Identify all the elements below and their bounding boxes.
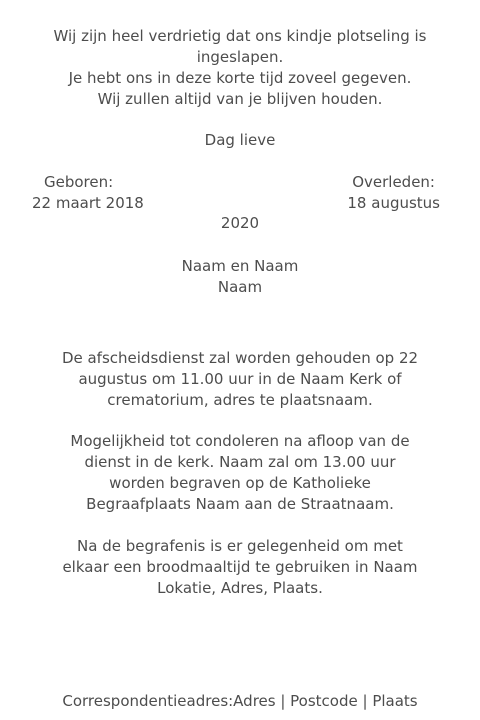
service-text xyxy=(0,348,480,411)
condolence-text xyxy=(0,431,480,515)
service-line: crematorium, adres te plaatsnaam. xyxy=(107,391,373,409)
parents-line: Naam xyxy=(217,278,263,296)
condolence-line: dienst in de kerk. Naam zal om 13.00 uur xyxy=(84,453,396,471)
condolence-line: Mogelijkheid tot condoleren na afloop van de xyxy=(70,432,410,450)
born-label: Geboren: xyxy=(44,173,114,191)
condolence-line: Begraafplaats Naam aan de Straatnaam. xyxy=(86,495,394,513)
reception-line: elkaar een broodmaaltijd te gebruiken in Naam xyxy=(62,558,418,576)
intro-line: Je hebt ons in deze korte tijd zoveel gegeven. xyxy=(68,69,412,87)
intro-text xyxy=(0,26,480,110)
intro-line: Wij zijn heel verdrietig dat ons kindje plotseling is xyxy=(53,27,427,45)
intro-line: Wij zullen altijd van je blijven houden. xyxy=(97,90,383,108)
reception-text xyxy=(0,536,480,599)
died-label: Overleden: xyxy=(352,173,435,191)
died-year xyxy=(0,213,480,234)
reception-line: Na de begrafenis is er gelegenheid om met xyxy=(77,537,403,555)
service-line: augustus om 11.00 uur in de Naam Kerk of xyxy=(78,370,402,388)
died-date: 18 augustus xyxy=(347,194,440,212)
correspondence-line: Correspondentieadres:Adres | Postcode | Plaats xyxy=(62,692,418,710)
born-date: 22 maart 2018 xyxy=(32,194,144,212)
died-year-line: 2020 xyxy=(220,214,260,232)
condolence-line: worden begraven op de Katholieke xyxy=(109,474,371,492)
farewell-text xyxy=(0,130,480,151)
intro-line: ingeslapen. xyxy=(196,48,284,66)
parents-names xyxy=(0,256,480,298)
parents-line: Naam en Naam xyxy=(181,257,299,275)
farewell-line: Dag lieve xyxy=(204,131,276,149)
service-line: De afscheidsdienst zal worden gehouden op 22 xyxy=(61,349,419,367)
correspondence-address xyxy=(0,691,480,712)
reception-line: Lokatie, Adres, Plaats. xyxy=(157,579,323,597)
